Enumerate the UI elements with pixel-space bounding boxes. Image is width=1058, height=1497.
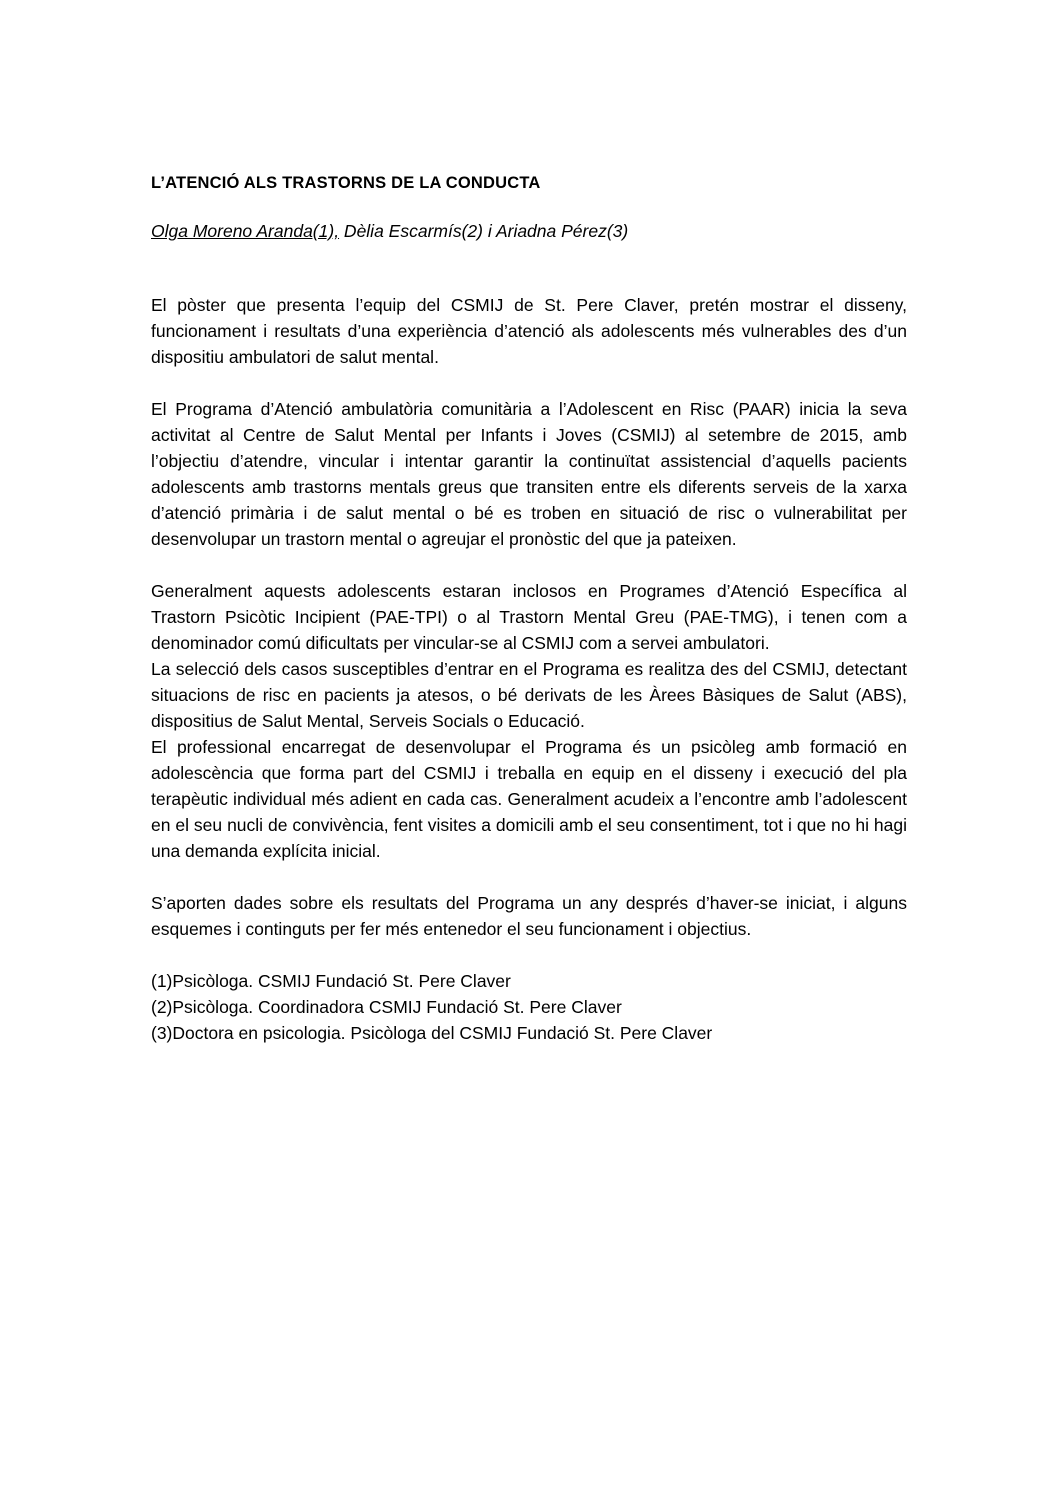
paragraph-intro: El pòster que presenta l’equip del CSMIJ de St. Pere Claver, pretén mostrar el disseny, funcionament i resultats d’una experiència d’atenció als adolescents més vulnerables des d’un dispositiu ambulatori de salut mental. <box>151 295 907 367</box>
first-author: Olga Moreno Aranda(1), <box>151 221 340 241</box>
other-authors: Dèlia Escarmís(2) i Ariadna Pérez(3) <box>339 221 629 241</box>
document-body <box>151 170 907 1046</box>
affiliation-2: (2)Psicòloga. Coordinadora CSMIJ Fundació St. Pere Claver <box>151 997 622 1017</box>
affiliation-1: (1)Psicòloga. CSMIJ Fundació St. Pere Claver <box>151 971 511 991</box>
paragraph-professional: El professional encarregat de desenvolupar el Programa és un psicòleg amb formació en adolescència que forma part del CSMIJ i treballa en equip en el disseny i execució del pla terapèutic individual més adient en cada cas. Generalment acudeix a l’encontre amb l’adolescent en el seu nucli de convivència, fent visites a domicili amb el seu consentiment, tot i que no hi hagi una demanda explícita inicial. <box>151 737 907 861</box>
paragraph-results: S’aporten dades sobre els resultats del Programa un any després d’haver-se iniciat, i alguns esquemes i continguts per fer més entenedor el seu funcionament i objectius. <box>151 893 907 939</box>
affiliation-3: (3)Doctora en psicologia. Psicòloga del CSMIJ Fundació St. Pere Claver <box>151 1023 713 1043</box>
affiliations <box>151 968 907 1046</box>
authors-line <box>151 218 907 244</box>
paragraph-selection: La selecció dels casos susceptibles d’entrar en el Programa es realitza des del CSMIJ, detectant situacions de risc en pacients ja atesos, o bé derivats de les Àrees Bàsiques de Salut (ABS), dispositius de Salut Mental, Serveis Socials o Educació. <box>151 659 907 731</box>
document-title: L’ATENCIÓ ALS TRASTORNS DE LA CONDUCTA <box>151 174 541 192</box>
paragraph-program: El Programa d’Atenció ambulatòria comunitària a l’Adolescent en Risc (PAAR) inicia la seva activitat al Centre de Salut Mental per Infants i Joves (CSMIJ) al setembre de 2015, amb l’objectiu d’atendre, vincular i intentar garantir la continuïtat assistencial d’aquells pacients adolescents amb trastorns mentals greus que transiten entre els diferents serveis de la xarxa d’atenció primària i de salut mental o bé es troben en situació de risc o vulnerabilitat per desenvolupar un trastorn mental o agreujar el pronòstic del que ja pateixen. <box>151 399 907 549</box>
paragraph-population: Generalment aquests adolescents estaran inclosos en Programes d’Atenció Específica al Trastorn Psicòtic Incipient (PAE-TPI) o al Trastorn Mental Greu (PAE-TMG), i tenen com a denominador comú dificultats per vincular-se al CSMIJ com a servei ambulatori. <box>151 581 907 653</box>
